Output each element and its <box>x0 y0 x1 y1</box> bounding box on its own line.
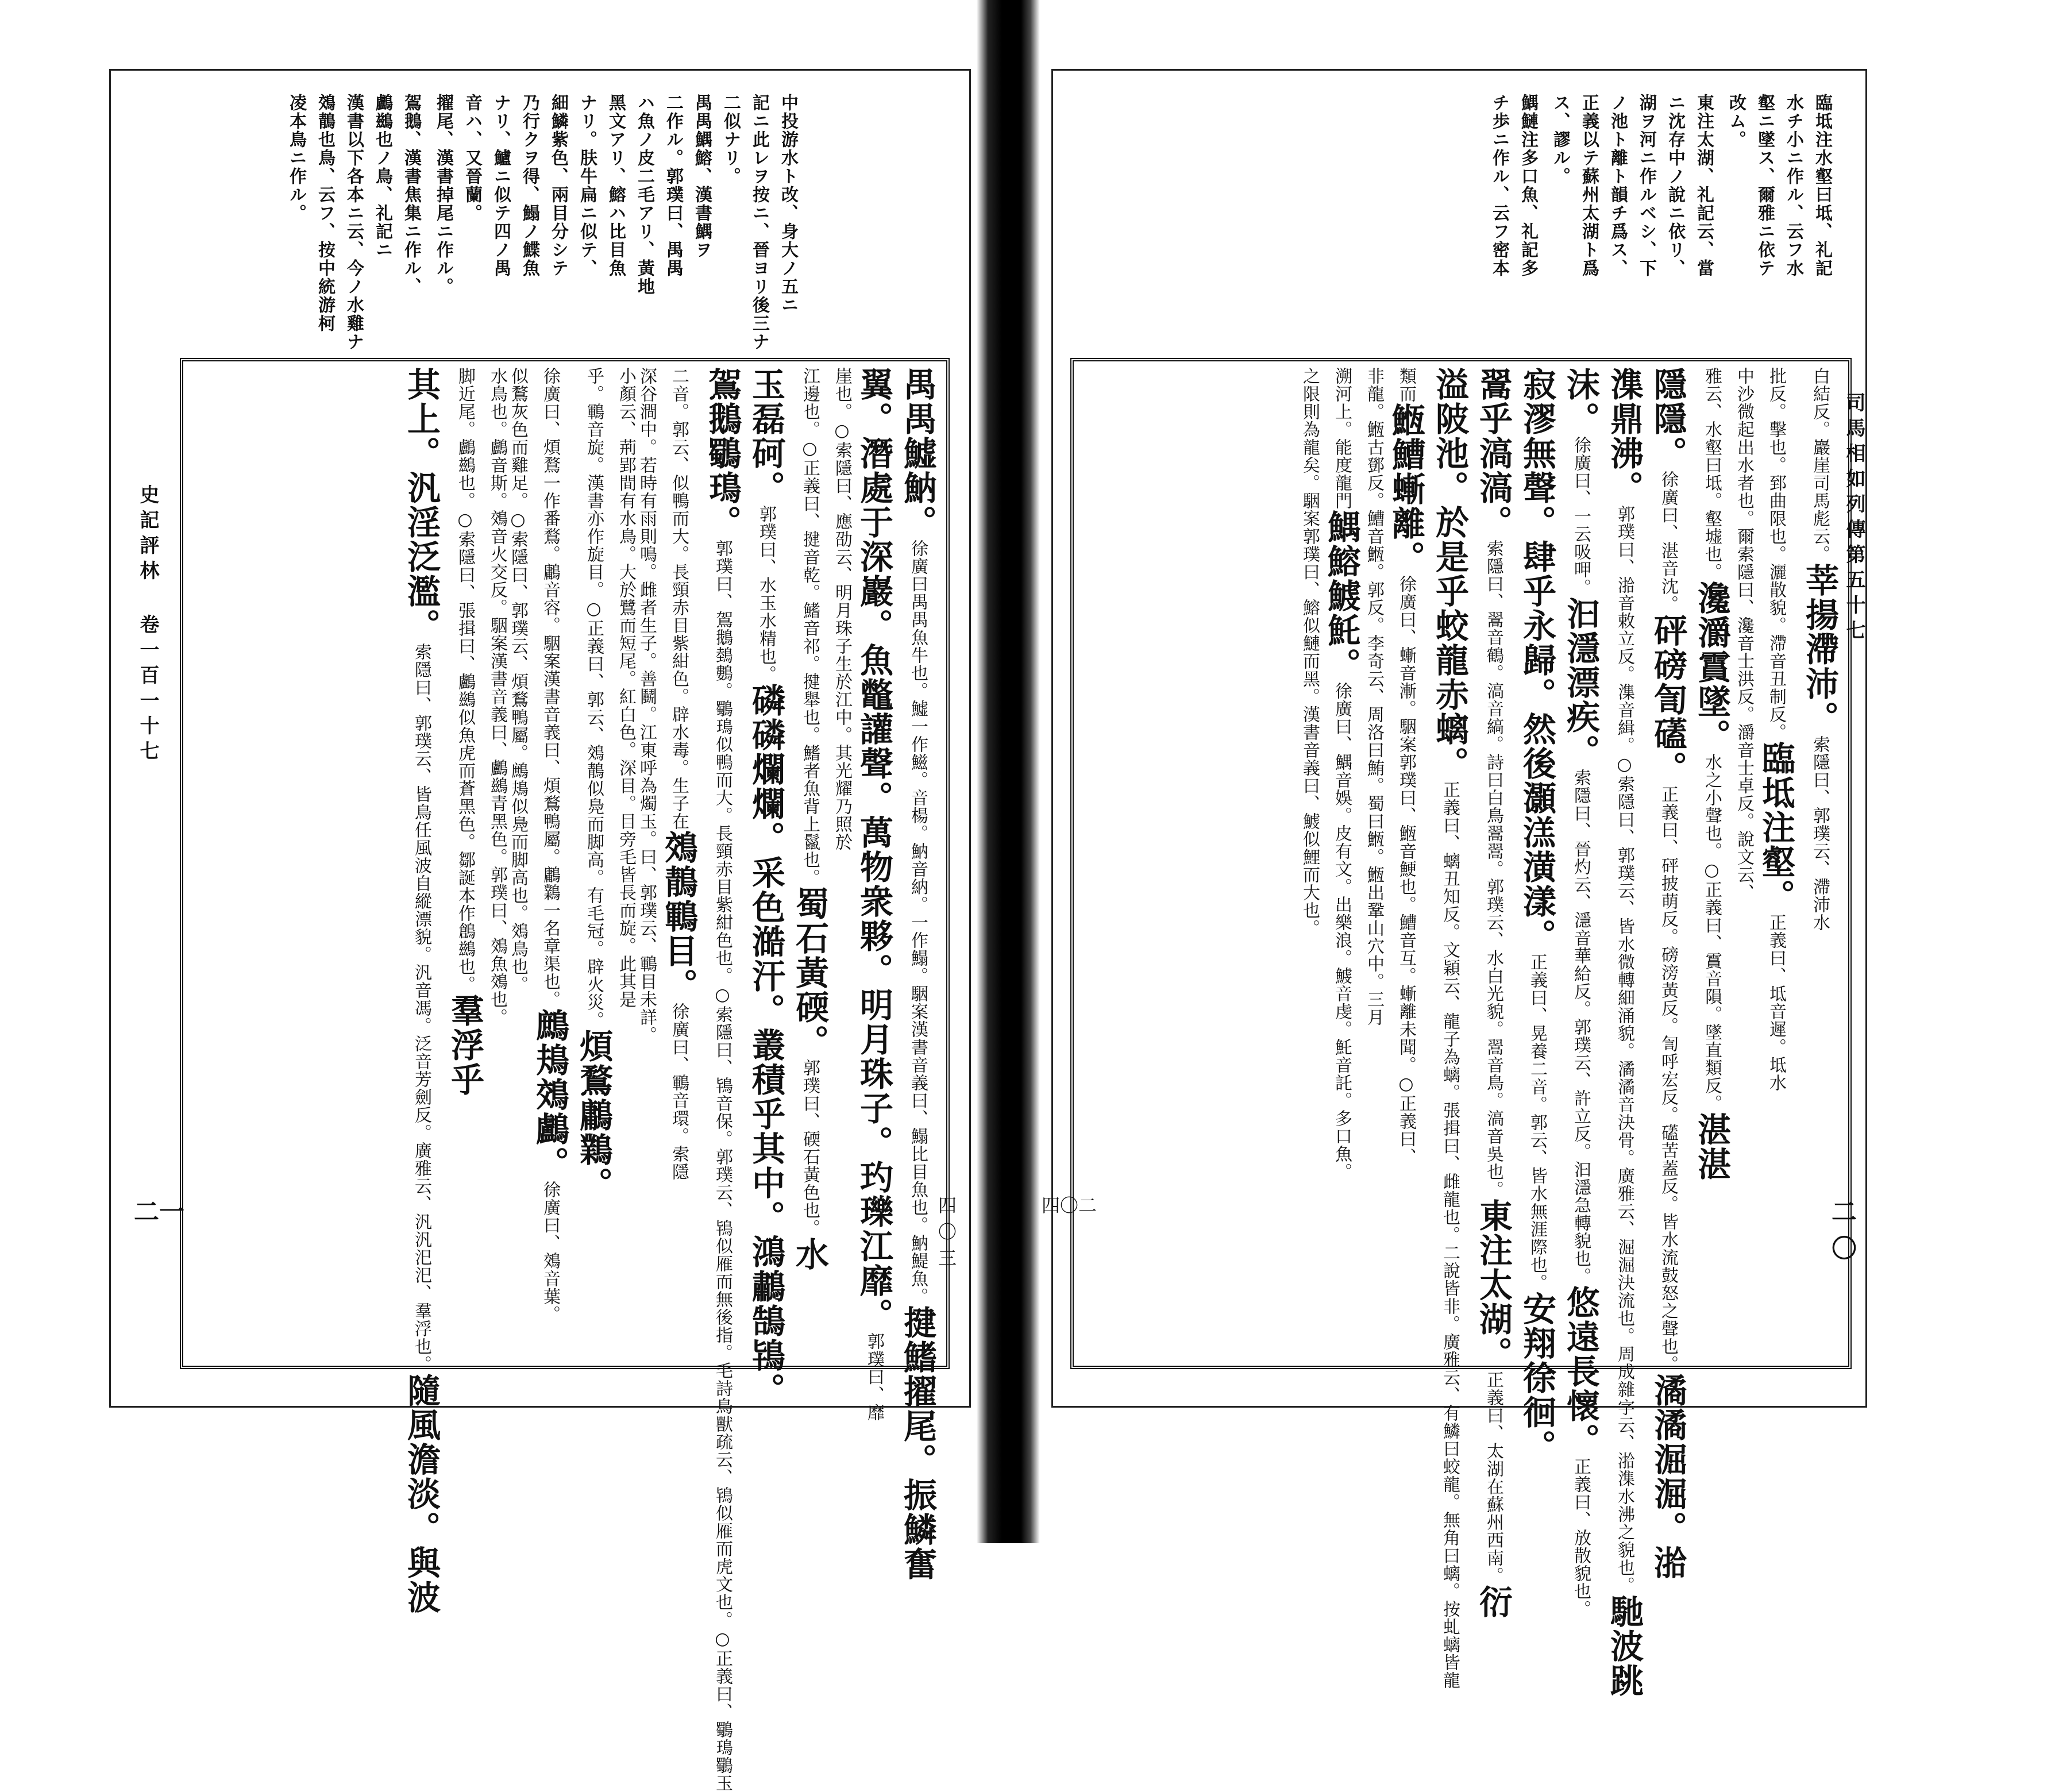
main-text: 沫。 <box>1561 367 1600 436</box>
note-column: 鴐鵝、漢書焦集ニ作ル、 <box>401 94 421 296</box>
commentary-text: 中沙微起出水者也。爾 <box>1734 367 1754 545</box>
note-column: 黑文アリ、鰫ハ比目魚 <box>606 94 626 278</box>
note-column: 擢尾、漢書掉尾ニ作ル。 <box>433 94 453 296</box>
main-text: 馳波跳 <box>1605 1594 1644 1698</box>
commentary-text: 索隱曰、郭璞云、滯沛水 <box>1810 735 1830 931</box>
text-column <box>1647 367 1688 1580</box>
main-text: 砰磅訇礚。 <box>1648 613 1687 785</box>
main-text: 衍 <box>1474 1585 1513 1619</box>
right-running-title: 司馬相如列傳第五十七 <box>1842 392 1865 645</box>
left-main-text-frame <box>180 358 950 1792</box>
commentary-text: 水鳥也。鸕音斯。鵁音火交反。駰案漢書音義曰、鸕鷀青黑色。郭璞曰、鵁魚鵁也。 <box>487 367 507 1026</box>
main-text: 翯乎滈滈。 <box>1474 367 1513 539</box>
commentary-text: 乎。鶤音旋。漢書亦作旋目。○正義曰、郭云、鵁鶄似鳧而脚高。有毛冠。辟火災。 <box>584 367 604 1029</box>
main-text: 臨坻注壑。 <box>1756 741 1795 914</box>
note-column: 正義以テ蘇州太湖ト爲 <box>1579 94 1599 278</box>
left-upper-notes <box>286 94 800 351</box>
text-column <box>897 367 938 1581</box>
note-column: チ歩ニ作ル、云フ密本 <box>1489 94 1509 278</box>
text-column <box>745 367 786 1407</box>
note-column: ナリ。肤牛扁ニ似テ、 <box>577 94 597 278</box>
text-column <box>789 367 830 1360</box>
main-text: 瀺灂霣墜。 <box>1692 581 1731 753</box>
commentary-text: 二音。郭云、似鴨而大。長頸赤目紫紺色。辟水毒。生子在 <box>669 367 689 830</box>
commentary-text: 索隱曰、瀺音士洪反。灂音士卓反。說文云、 <box>1734 545 1754 901</box>
commentary-text: 徐廣曰、鰅音娛。皮有文。出樂浪。鰬音虔。魠音託。多口魚。 <box>1332 682 1352 1181</box>
text-column <box>637 367 656 1360</box>
commentary-text: 批反。擊也。郅曲限也。 <box>1766 367 1786 563</box>
note-column: 臨坻注水壑曰坻、礼記 <box>1812 94 1832 278</box>
note-column: 凌本鳥ニ作ル。 <box>286 94 306 222</box>
right-main-text-frame <box>1070 358 1852 1698</box>
commentary-text: 灑散貌。滯音丑制反。 <box>1766 563 1786 741</box>
text-column <box>1472 367 1514 1619</box>
commentary-text: 徐廣曰、湛音沈。 <box>1658 471 1678 613</box>
commentary-text: 江邊也。○正義曰、揵音乾。鰭音祁。揵舉也。鰭者魚背上鬣也。 <box>800 367 820 887</box>
text-column <box>488 367 506 1360</box>
commentary-text: 白結反。巖崖司馬彪云。 <box>1810 367 1830 563</box>
main-text: 寂漻無聲。肆乎永歸。然後灝溔潢漾。 <box>1517 367 1556 953</box>
main-text: 隱隱。 <box>1648 367 1687 471</box>
note-column: ナリ、鱸ニ似テ四ノ禺 <box>491 94 511 278</box>
right-page-number: 二〇 <box>1832 1197 1857 1263</box>
note-column: ハ魚ノ皮二毛アリ、黃地 <box>634 94 654 296</box>
commentary-text: 非龍。 <box>1364 367 1384 421</box>
note-column: 壑ニ墜ス、爾雅ニ依テ <box>1755 94 1775 278</box>
left-running-title: 史記評林 卷一百一十七 <box>136 484 159 766</box>
book-spine <box>977 0 1040 1543</box>
note-column: 湖ヲ河ニ作ルベシ、下 <box>1636 94 1656 278</box>
text-column <box>1364 367 1383 1360</box>
commentary-text: 徐廣曰、鵁音葉。 <box>540 1181 560 1323</box>
text-column <box>1603 367 1645 1698</box>
left-folio: 四〇三 <box>938 1194 957 1269</box>
left-page <box>109 69 971 1792</box>
text-column <box>1691 367 1732 1360</box>
commentary-text: 之限則為龍矣。 <box>1300 367 1320 492</box>
text-column <box>400 367 442 1614</box>
main-text: 水 <box>790 1237 829 1271</box>
note-column: 中投游水ト改、身大ノ五ニ <box>778 94 798 314</box>
commentary-text: 䱭古鄧反。鰽音䱭。郭反。李奇云、周洛曰鮪。蜀曰䱭。䱭出鞏山穴中。三月 <box>1364 421 1384 1026</box>
commentary-text: 脚近尾。鸕鷀也。○索隱曰、張揖曰、鸕鷀似魚虎而蒼黑色。鄒誕本作鶬鷀也。 <box>455 367 475 993</box>
commentary-text: 類而 <box>1396 367 1416 403</box>
text-column <box>1755 367 1796 1360</box>
main-text: 羣浮乎 <box>445 993 484 1097</box>
text-column <box>508 367 527 1360</box>
commentary-text: 溯河上。能度龍門 <box>1332 367 1352 510</box>
commentary-text: 索隱曰、郭璞云、皆鳥任風波自縱漂貌。汎音馮。泛音芳劍反。廣雅云、汎汎汜汜、羣浮也。 <box>411 643 431 1373</box>
note-column: 禺禺鰅鰫、漢書鰅ヲ <box>692 94 712 259</box>
commentary-text: 崖也。○索隱曰、應劭云、明月珠子生於江中。其光耀乃照於 <box>832 367 852 851</box>
commentary-text: 徐廣曰禺禺魚牛也。鱋一作鰦。音楊。魶音納。一作鰨。駰案漢書音義曰、鰨比目魚也。魶鯷魚。 <box>908 539 928 1305</box>
text-column <box>1734 367 1753 1360</box>
commentary-text: 深谷澗中。若時有雨則鳴。雌者生子。善鬭。江東呼為燭玉。 <box>637 367 657 848</box>
note-column: 記ニ此レヲ按ニ、晉ヨリ後三ナ <box>749 94 769 351</box>
text-column <box>1321 367 1362 1360</box>
note-column: 鸕鷀也ノ鳥、礼記ニ <box>372 94 392 259</box>
main-text: 鷓鳺鵁鸕。 <box>530 1008 569 1181</box>
text-column <box>701 367 743 1792</box>
main-text: 潏潏淈淈。湁 <box>1648 1373 1687 1580</box>
left-page-number: 二一 <box>134 1197 184 1227</box>
commentary-text: 駰案郭璞曰、鰫似鰱而黑。漢書音義曰、鰬似鯉而大也。 <box>1300 492 1320 937</box>
note-column: 二似ナリ。 <box>720 94 741 186</box>
main-text: 東注太湖。 <box>1474 1198 1513 1371</box>
note-column: 乃行クヲ得、鰨ノ鰈魚 <box>519 94 539 278</box>
main-text: 煩鶩鷛鸈。 <box>574 1029 613 1201</box>
main-text: 隨風澹淡。與波 <box>402 1373 441 1614</box>
commentary-text: 正義曰、螭丑知反。文穎云、龍子為螭。張揖曰、雌龍也。二說皆非。廣雅云、有鱗曰蛟龍。無角曰螭。按虬螭皆龍 <box>1440 781 1460 1689</box>
right-page <box>1042 69 1867 1698</box>
main-text: 翼。潛處于深巖。魚鼈讙聲。萬物衆夥。明月珠子。玓瓅江靡。 <box>854 367 893 1332</box>
commentary-text: 郭璞曰、鴐鵝鵱鷜。鸀鳿似鴨而大。長頸赤目紫紺色也。○索隱曰、鴇音保。郭璞云、鴇似雁而無後指。毛詩鳥獸疏云、鴇似雁而虎文也。○正義曰、鸀鳿鸀玉 <box>712 539 732 1792</box>
text-column <box>1560 367 1601 1618</box>
commentary-text: 正義曰、放散貌也。 <box>1571 1458 1591 1618</box>
right-upper-notes <box>1145 94 1834 346</box>
commentary-text: 正義曰、坻音遲。坻水 <box>1766 914 1786 1092</box>
text-column <box>1429 367 1470 1689</box>
commentary-text: 水之小聲也。○正義曰、霣音隕。墜直類反。 <box>1702 753 1722 1112</box>
note-column: 水チ小ニ作ル、云フ水 <box>1783 94 1803 278</box>
note-column: ス、謬ル。 <box>1550 94 1570 186</box>
main-text: 安翔徐徊。 <box>1517 1292 1556 1464</box>
note-column: ニ沈存中ノ說ニ依リ、 <box>1665 94 1685 278</box>
main-text: 湛湛 <box>1692 1112 1731 1181</box>
commentary-text: 正義曰、砰披萌反。磅滂黃反。訇呼宏反。礚苦蓋反。皆水流鼓怒之聲也。 <box>1658 785 1678 1373</box>
commentary-text: 徐廣曰、鶤音環。索隱 <box>669 1003 689 1181</box>
commentary-text: 徐廣曰、螹音漸。駰案郭璞曰、䱭音鯁也。鰽音互。螹離未聞。○正義曰、 <box>1396 575 1416 1166</box>
commentary-text: 索隱曰、翯音鶴。滈音縞。詩曰白鳥翯翯。郭璞云、水白光貌。翯音鳥。滈音吳也。 <box>1483 539 1503 1198</box>
main-text: 䱭鰽螹離。 <box>1386 403 1425 575</box>
main-text: 溢陂池。於是乎蛟龍赤螭。 <box>1430 367 1469 781</box>
commentary-text: 郭璞曰、湁音敕立反。潗音緝。○索隱曰、郭璞云、皆水微轉細涌貌。潏潏音決骨。廣雅云、淈淈決流也。周成雜字云、湁潗水沸之貌也。 <box>1614 505 1634 1594</box>
note-column: 二作ル。郭璞曰、禺禺 <box>663 94 683 278</box>
commentary-text: 雅云、水壑曰坻。壑墟也。 <box>1702 367 1722 581</box>
text-column <box>573 367 614 1360</box>
commentary-text: 曰、郭璞云、鶤目未詳。 <box>637 848 657 1044</box>
main-text: 玉磊砢。 <box>746 367 785 505</box>
main-text: 汩濦漂疾。 <box>1561 596 1600 769</box>
text-column <box>853 367 895 1421</box>
commentary-text: 徐廣曰、一云吸呷。 <box>1571 436 1591 596</box>
commentary-text: 小顏云、荊郢間有水鳥。大於鷺而短尾。紅白色。深目。目旁毛皆長而旋。此其是 <box>616 367 636 1008</box>
main-text: 莘揚滯沛。 <box>1800 563 1839 735</box>
main-text: 悠遠長懷。 <box>1561 1285 1600 1458</box>
note-column: 細鱗紫色、兩目分シテ <box>548 94 568 278</box>
text-column <box>529 367 570 1360</box>
text-column <box>1300 367 1318 1360</box>
commentary-text: 索隱曰、晉灼云、濦音華給反。郭璞云、許立反。汩濦急轉貌也。 <box>1571 769 1591 1285</box>
text-column <box>444 367 485 1360</box>
main-text: 磷磷爛爛。采色澔汗。叢積乎其中。鴻鷫鵠鴇。 <box>746 683 785 1407</box>
commentary-text: 郭璞曰、靡 <box>864 1332 884 1421</box>
commentary-text: 似鶩灰色而雞足。○索隱曰、郭璞云、煩鶩鴨屬。鷓鳺似鳧而脚高也。鵁鳥也。 <box>508 367 528 993</box>
main-text: 鵁鶄鶤目。 <box>659 830 698 1003</box>
note-column: 漢書以下各本ニ云、今ノ水雞ナ <box>344 94 364 351</box>
main-text: 鰅鰫鰬魠。 <box>1322 510 1361 682</box>
main-text: 潗鼎沸。 <box>1605 367 1644 505</box>
note-column: 鰅鰱注多口魚、礼記多 <box>1518 94 1538 278</box>
text-column <box>616 367 635 1360</box>
note-column: 改ム。 <box>1726 94 1746 149</box>
commentary-text: 徐廣曰、煩鶩一作番鶩。鷛音容。駰案漢書音義曰、煩鶩鴨屬。鷛鸈一名章渠也。 <box>540 367 560 1008</box>
text-column <box>832 367 851 1360</box>
text-column <box>1385 367 1426 1360</box>
text-column <box>1516 367 1557 1464</box>
note-column: 音ハ、又晉蘭。 <box>462 94 482 222</box>
right-folio: 四〇二 <box>1042 1194 1097 1216</box>
note-column: 東注太湖、礼記云、當 <box>1694 94 1714 278</box>
main-text: 禺禺鱋魶。 <box>898 367 937 539</box>
main-text: 鴐鵝鸀鳿。 <box>703 367 742 539</box>
book-edge-left <box>0 0 34 1543</box>
note-column: ノ池ト離ト韻チ爲ス、 <box>1607 94 1628 278</box>
commentary-text: 正義曰、晃養二音。郭云、皆水無涯際也。 <box>1527 953 1547 1292</box>
commentary-text: 郭璞曰、水玉水精也。 <box>756 505 776 683</box>
main-text: 其上。汎淫泛濫。 <box>402 367 441 643</box>
note-column: 鵁鶄也鳥、云フ、按中統游柯 <box>315 94 335 333</box>
text-column <box>658 367 699 1360</box>
commentary-text: 正義曰、太湖在蘇州西南。 <box>1483 1371 1503 1585</box>
main-text: 揵鰭擢尾。振鱗奮 <box>898 1305 937 1581</box>
commentary-text: 郭璞曰、碝石黃色也。 <box>800 1059 820 1237</box>
main-text: 蜀石黃碝。 <box>790 887 829 1059</box>
